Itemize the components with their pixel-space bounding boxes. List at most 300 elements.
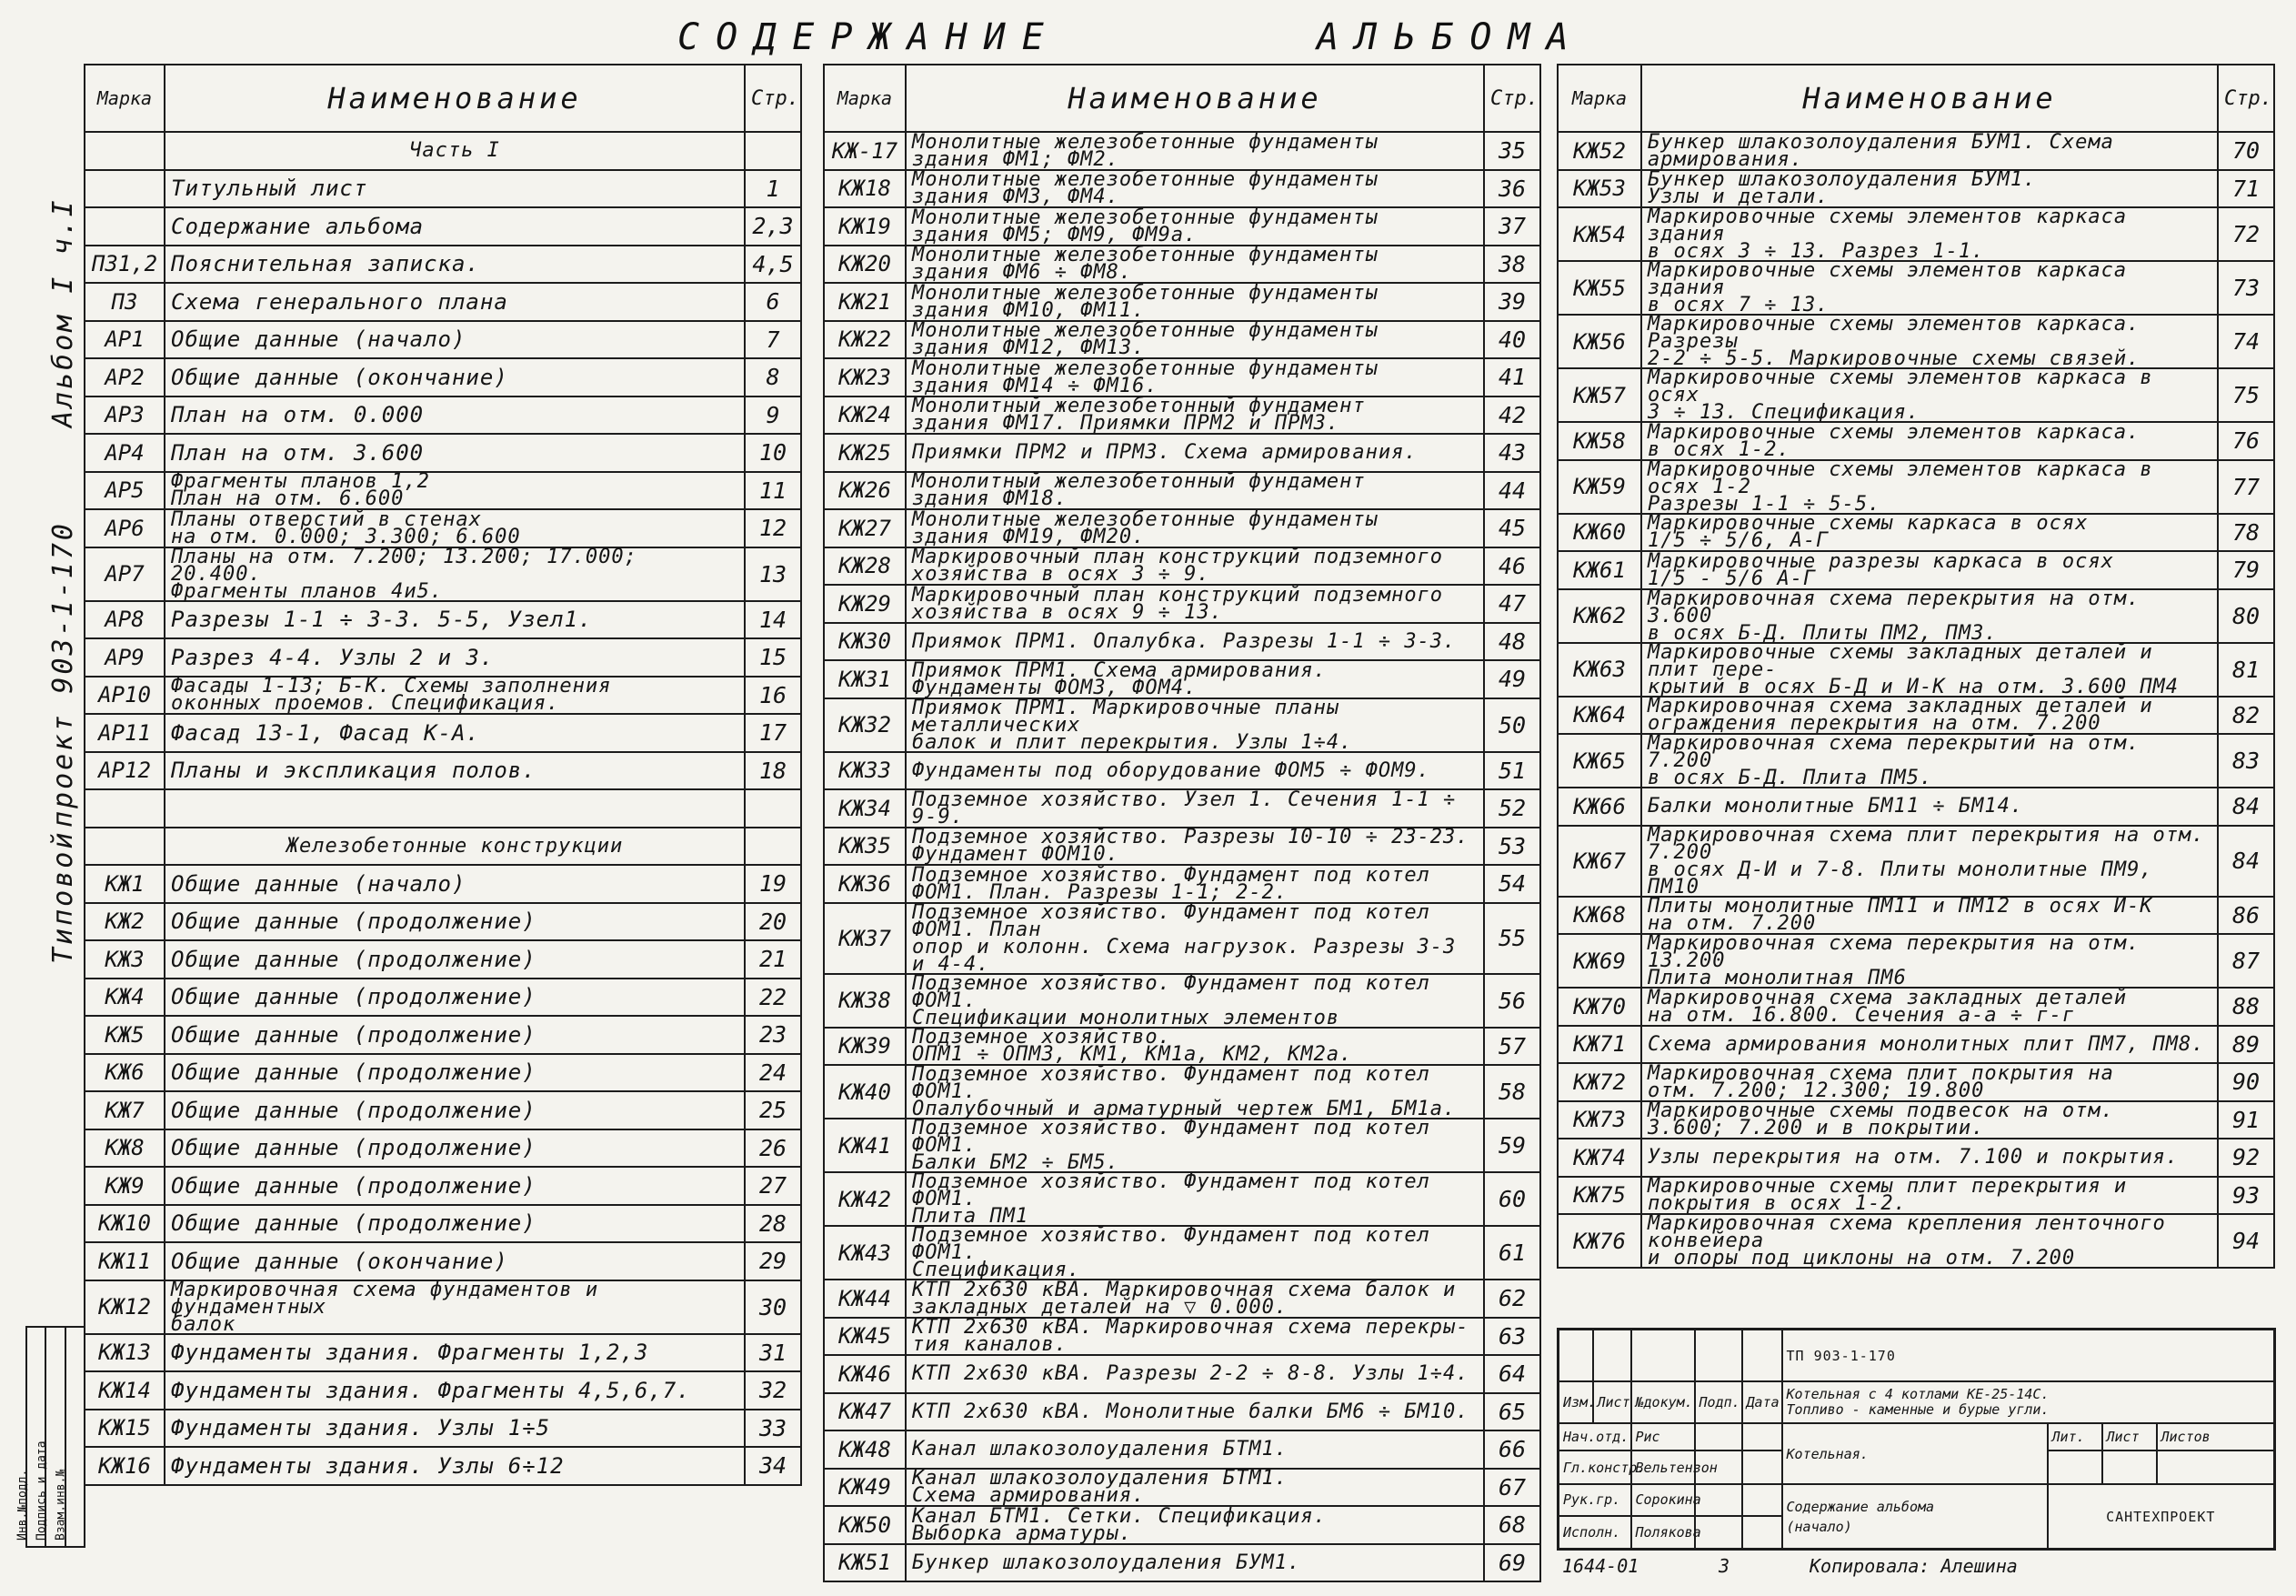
row-mark: КЖ8 [85,1129,165,1168]
row-page: 87 [2218,934,2274,988]
contents-row [85,358,801,396]
row-page: 27 [745,1167,801,1205]
row-name: Планы отверстий в стенах на отм. 0.000; 3.300; 6.600 [165,509,745,547]
contents-row [85,1334,801,1372]
row-mark: КЖ62 [1558,589,1641,643]
row-mark: ПЗ1,2 [85,246,165,284]
contents-row [824,170,1540,208]
contents-row [85,246,801,284]
contents-row [824,509,1540,547]
row-mark: КЖ57 [1558,368,1641,422]
row-mark: КЖ68 [1558,897,1641,935]
contents-row [85,1410,801,1448]
row-name: Общие данные (продолжение) [165,979,745,1017]
stamp-col-doc: №докум. [1631,1381,1695,1423]
stamp-col-list: Лист [1593,1381,1631,1423]
row-name: Фундаменты здания. Узлы 6÷12 [165,1447,745,1485]
contents-row [1558,261,2274,315]
contents-row [1558,1139,2274,1177]
contents-row [1558,422,2274,460]
row-page: 38 [1484,246,1540,284]
row-name: Маркировочный план конструкций подземного хозяйства в осях 3 ÷ 9. [906,547,1484,586]
contents-row [824,1065,1540,1119]
contents-row [85,903,801,941]
row-name: Монолитные железобетонные фундаменты здания ФМ1; ФМ2. [906,132,1484,170]
row-name: Общие данные (продолжение) [165,1091,745,1129]
contents-row [85,1205,801,1243]
contents-row [85,677,801,715]
row-page: 49 [1484,660,1540,698]
row-mark: КЖ16 [85,1447,165,1485]
row-name: Фасад 13-1, Фасад К-А. [165,714,745,752]
row-page: 59 [1484,1119,1540,1172]
row-name: Монолитные железобетонные фундаменты здания ФМ14 ÷ ФМ16. [906,358,1484,396]
row-page: 20 [745,903,801,941]
row-mark: КЖ9 [85,1167,165,1205]
row-name: Планы на отм. 7.200; 13.200; 17.000; 20.400. Фрагменты планов 4и5. [165,547,745,601]
row-mark: КЖ54 [1558,207,1641,261]
row-mark: КЖ51 [824,1544,906,1582]
row-name: КТП 2х630 кВА. Монолитные балки БМ6 ÷ БМ10. [906,1393,1484,1431]
row-page: 90 [2218,1063,2274,1101]
row-name: Бункер шлакозолоудаления БУМ1. [906,1544,1484,1582]
row-page: 50 [1484,698,1540,752]
row-name: Маркировочная схема крепления ленточного конвейера и опоры под циклоны на отм. 7.200 [1641,1214,2218,1268]
contents-row [824,698,1540,752]
row-mark: АР6 [85,509,165,547]
contents-row [824,1280,1540,1318]
row-name: Монолитные железобетонные фундаменты здания ФМ3, ФМ4. [906,170,1484,208]
header-mark: Марка [85,65,165,132]
row-name: Общие данные (продолжение) [165,940,745,979]
row-page: 33 [745,1410,801,1448]
stamp-col-izm: Изм. [1559,1381,1593,1423]
row-mark: КЖ7 [85,1091,165,1129]
sheet-title: Содержание альбома (начало) [1782,1484,2048,1549]
row-page: 9 [745,396,801,435]
row-mark: КЖ35 [824,828,906,866]
row-name: Подземное хозяйство. Фундамент под котел ФОМ1. Спецификации монолитных элементов [906,974,1484,1028]
row-page: 80 [2218,589,2274,643]
row-page [745,828,801,866]
contents-row [85,283,801,321]
row-page: 93 [2218,1177,2274,1215]
row-mark: АР1 [85,321,165,359]
row-page: 35 [1484,132,1540,170]
row-name: Общие данные (продолжение) [165,1205,745,1243]
row-mark: КЖ48 [824,1430,906,1469]
contents-row [1558,460,2274,514]
title-block [1557,1328,2276,1551]
row-page: 39 [1484,283,1540,321]
contents-row [1558,132,2274,170]
row-page: 30 [745,1280,801,1334]
contents-row [1558,1177,2274,1215]
row-name: Маркировочная схема закладных деталей и ограждения перекрытия на отм. 7.200 [1641,697,2218,735]
header-page: Стр. [1484,65,1540,132]
row-mark: АР11 [85,714,165,752]
contents-row [85,321,801,359]
contents-row [1558,315,2274,368]
row-name: Монолитные железобетонные фундаменты здания ФМ19, ФМ20. [906,509,1484,547]
row-mark: КЖ70 [1558,988,1641,1026]
contents-row [85,714,801,752]
row-name: Фасады 1-13; Б-К. Схемы заполнения оконных проемов. Спецификация. [165,677,745,715]
row-name: Подземное хозяйство. Фундамент под котел ФОМ1. Опалубочный и арматурный чертеж БМ1, БМ1а. [906,1065,1484,1119]
row-page: 84 [2218,788,2274,826]
row-name: Подземное хозяйство. Фундамент под котел ФОМ1. Балки БМ2 ÷ БМ5. [906,1119,1484,1172]
contents-row [85,396,801,435]
contents-row [85,940,801,979]
row-page: 75 [2218,368,2274,422]
signer-name: Рис [1631,1423,1695,1450]
row-name: Общие данные (продолжение) [165,1167,745,1205]
row-name: Фундаменты под оборудование ФОМ5 ÷ ФОМ9. [906,752,1484,790]
contents-table-2 [823,64,1541,1582]
row-name: План на отм. 0.000 [165,396,745,435]
row-mark [85,789,165,828]
row-mark: КЖ47 [824,1393,906,1431]
project-subtitle: Котельная с 4 котлами КЕ-25-14С. Топливо - каменные и бурые угли. [1782,1381,2275,1423]
contents-row [824,321,1540,359]
row-page: 12 [745,509,801,547]
header-name: Наименование [1641,65,2218,132]
stamp-col-date: Дата [1742,1381,1782,1423]
row-page: 40 [1484,321,1540,359]
row-mark: КЖ24 [824,396,906,435]
row-name: Маркировочные разрезы каркаса в осях 1/5 - 5/6 А-Г [1641,551,2218,589]
row-name: Общие данные (начало) [165,321,745,359]
row-name: Маркировочные схемы элементов каркаса. Разрезы 2-2 ÷ 5-5. Маркировочные схемы связей. [1641,315,2218,368]
contents-row [824,1172,1540,1226]
contents-row [824,1226,1540,1280]
contents-row [824,434,1540,472]
contents-row [1558,734,2274,788]
row-page: 64 [1484,1355,1540,1393]
contents-row [824,828,1540,866]
row-page: 31 [745,1334,801,1372]
row-page: 47 [1484,585,1540,623]
row-name: Приямок ПРМ1. Схема армирования. Фундаменты ФОМ3, ФОМ4. [906,660,1484,698]
row-name: Фундаменты здания. Фрагменты 4,5,6,7. [165,1371,745,1410]
side-label-typical: Типовой [47,829,79,964]
row-mark: КЖ50 [824,1506,906,1544]
row-mark: КЖ20 [824,246,906,284]
row-page: 67 [1484,1469,1540,1507]
contents-row [1558,1063,2274,1101]
signer-role: Рук.гр. [1559,1484,1631,1516]
row-page: 92 [2218,1139,2274,1177]
row-page: 17 [745,714,801,752]
contents-row [824,903,1540,974]
row-name: Разрезы 1-1 ÷ 3-3. 5-5, Узел1. [165,601,745,639]
row-page: 37 [1484,207,1540,246]
contents-row [1558,551,2274,589]
contents-row [1558,514,2274,552]
row-name: Балки монолитные БМ11 ÷ БМ14. [1641,788,2218,826]
row-page: 89 [2218,1026,2274,1064]
row-page: 21 [745,940,801,979]
row-name: Бункер шлакозолоудаления БУМ1. Схема армирования. [1641,132,2218,170]
row-mark: КЖ41 [824,1119,906,1172]
row-mark: КЖ15 [85,1410,165,1448]
row-name: Общие данные (продолжение) [165,1129,745,1168]
row-page: 18 [745,752,801,790]
row-mark: КЖ18 [824,170,906,208]
row-page: 57 [1484,1028,1540,1066]
row-mark: КЖ74 [1558,1139,1641,1177]
stage-lit: Лит. [2048,1423,2102,1450]
contents-row [85,752,801,790]
row-page: 81 [2218,643,2274,697]
contents-row [85,865,801,903]
row-name: Титульный лист [165,170,745,208]
row-name [165,789,745,828]
row-page: 73 [2218,261,2274,315]
row-page: 2,3 [745,207,801,246]
contents-row [1558,934,2274,988]
project-code: ТП 903-1-170 [1782,1330,2275,1382]
inventory-label: Подпись и дата [35,1440,49,1541]
row-name: Бункер шлакозолоудаления БУМ1. Узлы и детали. [1641,170,2218,208]
contents-row [824,865,1540,903]
contents-row [85,1054,801,1092]
inventory-label: Взам.инв.№ [54,1469,68,1541]
row-page: 44 [1484,472,1540,510]
contents-row [1558,589,2274,643]
contents-row [824,660,1540,698]
row-page: 69 [1484,1544,1540,1582]
row-page: 19 [745,865,801,903]
contents-table-3 [1557,64,2275,1269]
contents-row [1558,643,2274,697]
row-name: Маркировочная схема плит перекрытия на отм. 7.200 в осях Д-И и 7-8. Плиты монолитные ПМ9, ПМ10 [1641,826,2218,897]
contents-row [824,1393,1540,1431]
album-contents-title: СОДЕРЖАНИЕ [677,16,1060,58]
row-page: 36 [1484,170,1540,208]
row-name: Часть I [165,132,745,170]
contents-row [824,974,1540,1028]
contents-row [1558,1214,2274,1268]
row-page: 88 [2218,988,2274,1026]
row-name: Общие данные (продолжение) [165,1054,745,1092]
row-mark [85,828,165,866]
contents-row [1558,697,2274,735]
row-page: 52 [1484,789,1540,828]
row-mark: КЖ46 [824,1355,906,1393]
row-mark: КЖ44 [824,1280,906,1318]
row-mark: КЖ63 [1558,643,1641,697]
contents-row [824,1469,1540,1507]
row-name: Маркировочная схема перекрытия на отм. 3.600 в осях Б-Д. Плиты ПМ2, ПМ3. [1641,589,2218,643]
row-name: Плиты монолитные ПМ11 и ПМ12 в осях И-К на отм. 7.200 [1641,897,2218,935]
row-mark: КЖ10 [85,1205,165,1243]
row-page: 94 [2218,1214,2274,1268]
contents-row [824,283,1540,321]
stage-sheet: Лист [2102,1423,2157,1450]
row-name: Подземное хозяйство. Фундамент под котел ФОМ1. Спецификация. [906,1226,1484,1280]
footer-archive-number: 1644-01 [1562,1555,1639,1577]
row-mark: КЖ71 [1558,1026,1641,1064]
row-mark: КЖ3 [85,940,165,979]
building-name: Котельная. [1782,1423,2048,1484]
row-name: Подземное хозяйство. Фундамент под котел ФОМ1. План. Разрезы 1-1; 2-2. [906,865,1484,903]
organization-name: САНТЕХПРОЕКТ [2048,1484,2275,1549]
row-name: Монолитный железобетонный фундамент здания ФМ17. Приямки ПРМ2 и ПРМ3. [906,396,1484,435]
row-page: 82 [2218,697,2274,735]
row-mark: АР4 [85,434,165,472]
contents-row [85,1242,801,1280]
row-page: 6 [745,283,801,321]
row-name: Маркировочная схема фундаментов и фундаментных балок [165,1280,745,1334]
row-mark: КЖ36 [824,865,906,903]
row-mark: КЖ1 [85,865,165,903]
contents-row [85,638,801,677]
row-page: 42 [1484,396,1540,435]
contents-row [85,509,801,547]
row-mark: АР3 [85,396,165,435]
row-page: 60 [1484,1172,1540,1226]
row-name: Маркировочные схемы каркаса в осях 1/5 ÷ 5/6, А-Г [1641,514,2218,552]
row-name: Приямок ПРМ1. Опалубка. Разрезы 1-1 ÷ 3-3. [906,623,1484,661]
contents-row [1558,207,2274,261]
row-page: 74 [2218,315,2274,368]
row-mark: КЖ26 [824,472,906,510]
contents-row [1558,1101,2274,1139]
row-name: Общие данные (продолжение) [165,1016,745,1054]
footer-page-number: 3 [1719,1555,1730,1577]
row-page: 70 [2218,132,2274,170]
row-page: 4,5 [745,246,801,284]
row-mark: АР12 [85,752,165,790]
row-mark: КЖ11 [85,1242,165,1280]
row-page: 11 [745,472,801,510]
stage-sheets: Листов [2157,1423,2275,1450]
row-mark: КЖ52 [1558,132,1641,170]
row-name: Подземное хозяйство. Фундамент под котел ФОМ1. План опор и колонн. Схема нагрузок. Разрезы 3-3 и 4-4. [906,903,1484,974]
row-name: Подземное хозяйство. ОПМ1 ÷ ОПМ3, КМ1, КМ1а, КМ2, КМ2а. [906,1028,1484,1066]
row-mark: КЖ34 [824,789,906,828]
header-mark: Марка [1558,65,1641,132]
row-mark: КЖ64 [1558,697,1641,735]
row-name: Подземное хозяйство. Разрезы 10-10 ÷ 23-23. Фундамент ФОМ10. [906,828,1484,866]
row-mark: ПЗ [85,283,165,321]
contents-row [85,1129,801,1168]
row-page: 77 [2218,460,2274,514]
contents-row [1558,1026,2274,1064]
row-mark: КЖ69 [1558,934,1641,988]
row-name: Монолитные железобетонные фундаменты здания ФМ10, ФМ11. [906,283,1484,321]
row-mark: КЖ30 [824,623,906,661]
row-mark: КЖ39 [824,1028,906,1066]
row-page: 48 [1484,623,1540,661]
row-mark: КЖ59 [1558,460,1641,514]
row-mark: КЖ72 [1558,1063,1641,1101]
contents-row [85,979,801,1017]
contents-row [824,1028,1540,1066]
row-page: 43 [1484,434,1540,472]
row-name: Маркировочные схемы плит перекрытия и покрытия в осях 1-2. [1641,1177,2218,1215]
row-name: Канал БТМ1. Сетки. Спецификация. Выборка арматуры. [906,1506,1484,1544]
row-name: Маркировочные схемы подвесок на отм. 3.600; 7.200 и в покрытии. [1641,1101,2218,1139]
contents-row [824,246,1540,284]
row-page: 23 [745,1016,801,1054]
contents-row [1558,170,2274,208]
row-mark: КЖ27 [824,509,906,547]
row-mark: КЖ4 [85,979,165,1017]
contents-row [824,358,1540,396]
row-page: 28 [745,1205,801,1243]
contents-row [85,601,801,639]
row-page: 71 [2218,170,2274,208]
row-page: 15 [745,638,801,677]
contents-row [824,547,1540,586]
row-page: 61 [1484,1226,1540,1280]
row-name: Схема генерального плана [165,283,745,321]
contents-row [824,752,1540,790]
row-mark: КЖ28 [824,547,906,586]
row-page: 34 [745,1447,801,1485]
row-name: Монолитные железобетонные фундаменты здания ФМ6 ÷ ФМ8. [906,246,1484,284]
contents-row [85,1447,801,1485]
row-mark [85,132,165,170]
row-page [745,132,801,170]
row-name: Монолитный железобетонный фундамент здания ФМ18. [906,472,1484,510]
row-mark: АР8 [85,601,165,639]
contents-row [85,547,801,601]
side-label-project: проект 903-1-170 [47,521,79,828]
header-name: Наименование [906,65,1484,132]
row-mark: КЖ19 [824,207,906,246]
contents-row [824,1355,1540,1393]
row-name: Монолитные железобетонные фундаменты здания ФМ5; ФМ9, ФМ9а. [906,207,1484,246]
row-mark: КЖ23 [824,358,906,396]
row-mark: КЖ75 [1558,1177,1641,1215]
row-mark: АР10 [85,677,165,715]
row-name: Пояснительная записка. [165,246,745,284]
signer-role: Гл.констр. [1559,1450,1631,1484]
row-name: Общие данные (начало) [165,865,745,903]
contents-row [1558,988,2274,1026]
row-page: 78 [2218,514,2274,552]
row-name: Приямок ПРМ1. Маркировочные планы металлических балок и плит перекрытия. Узлы 1÷4. [906,698,1484,752]
row-mark: АР2 [85,358,165,396]
row-name: Маркировочная схема перекрытий на отм. 7.200 в осях Б-Д. Плита ПМ5. [1641,734,2218,788]
row-name: Содержание альбома [165,207,745,246]
row-page: 25 [745,1091,801,1129]
contents-table-1 [84,64,802,1486]
contents-row [85,1016,801,1054]
row-mark: КЖ65 [1558,734,1641,788]
row-name: Общие данные (окончание) [165,1242,745,1280]
contents-row [824,132,1540,170]
inventory-label: Инв.№подл. [15,1469,30,1541]
contents-row [85,1091,801,1129]
row-mark: КЖ55 [1558,261,1641,315]
row-mark [85,170,165,208]
row-mark: КЖ61 [1558,551,1641,589]
contents-row [824,1506,1540,1544]
row-page: 76 [2218,422,2274,460]
contents-row [85,1280,801,1334]
row-name: Маркировочная схема плит покрытия на отм. 7.200; 12.300; 19.800 [1641,1063,2218,1101]
row-mark: КЖ13 [85,1334,165,1372]
row-page: 62 [1484,1280,1540,1318]
row-mark: КЖ58 [1558,422,1641,460]
row-name: Фрагменты планов 1,2 План на отм. 6.600 [165,472,745,510]
contents-row [85,132,801,170]
row-mark: АР9 [85,638,165,677]
